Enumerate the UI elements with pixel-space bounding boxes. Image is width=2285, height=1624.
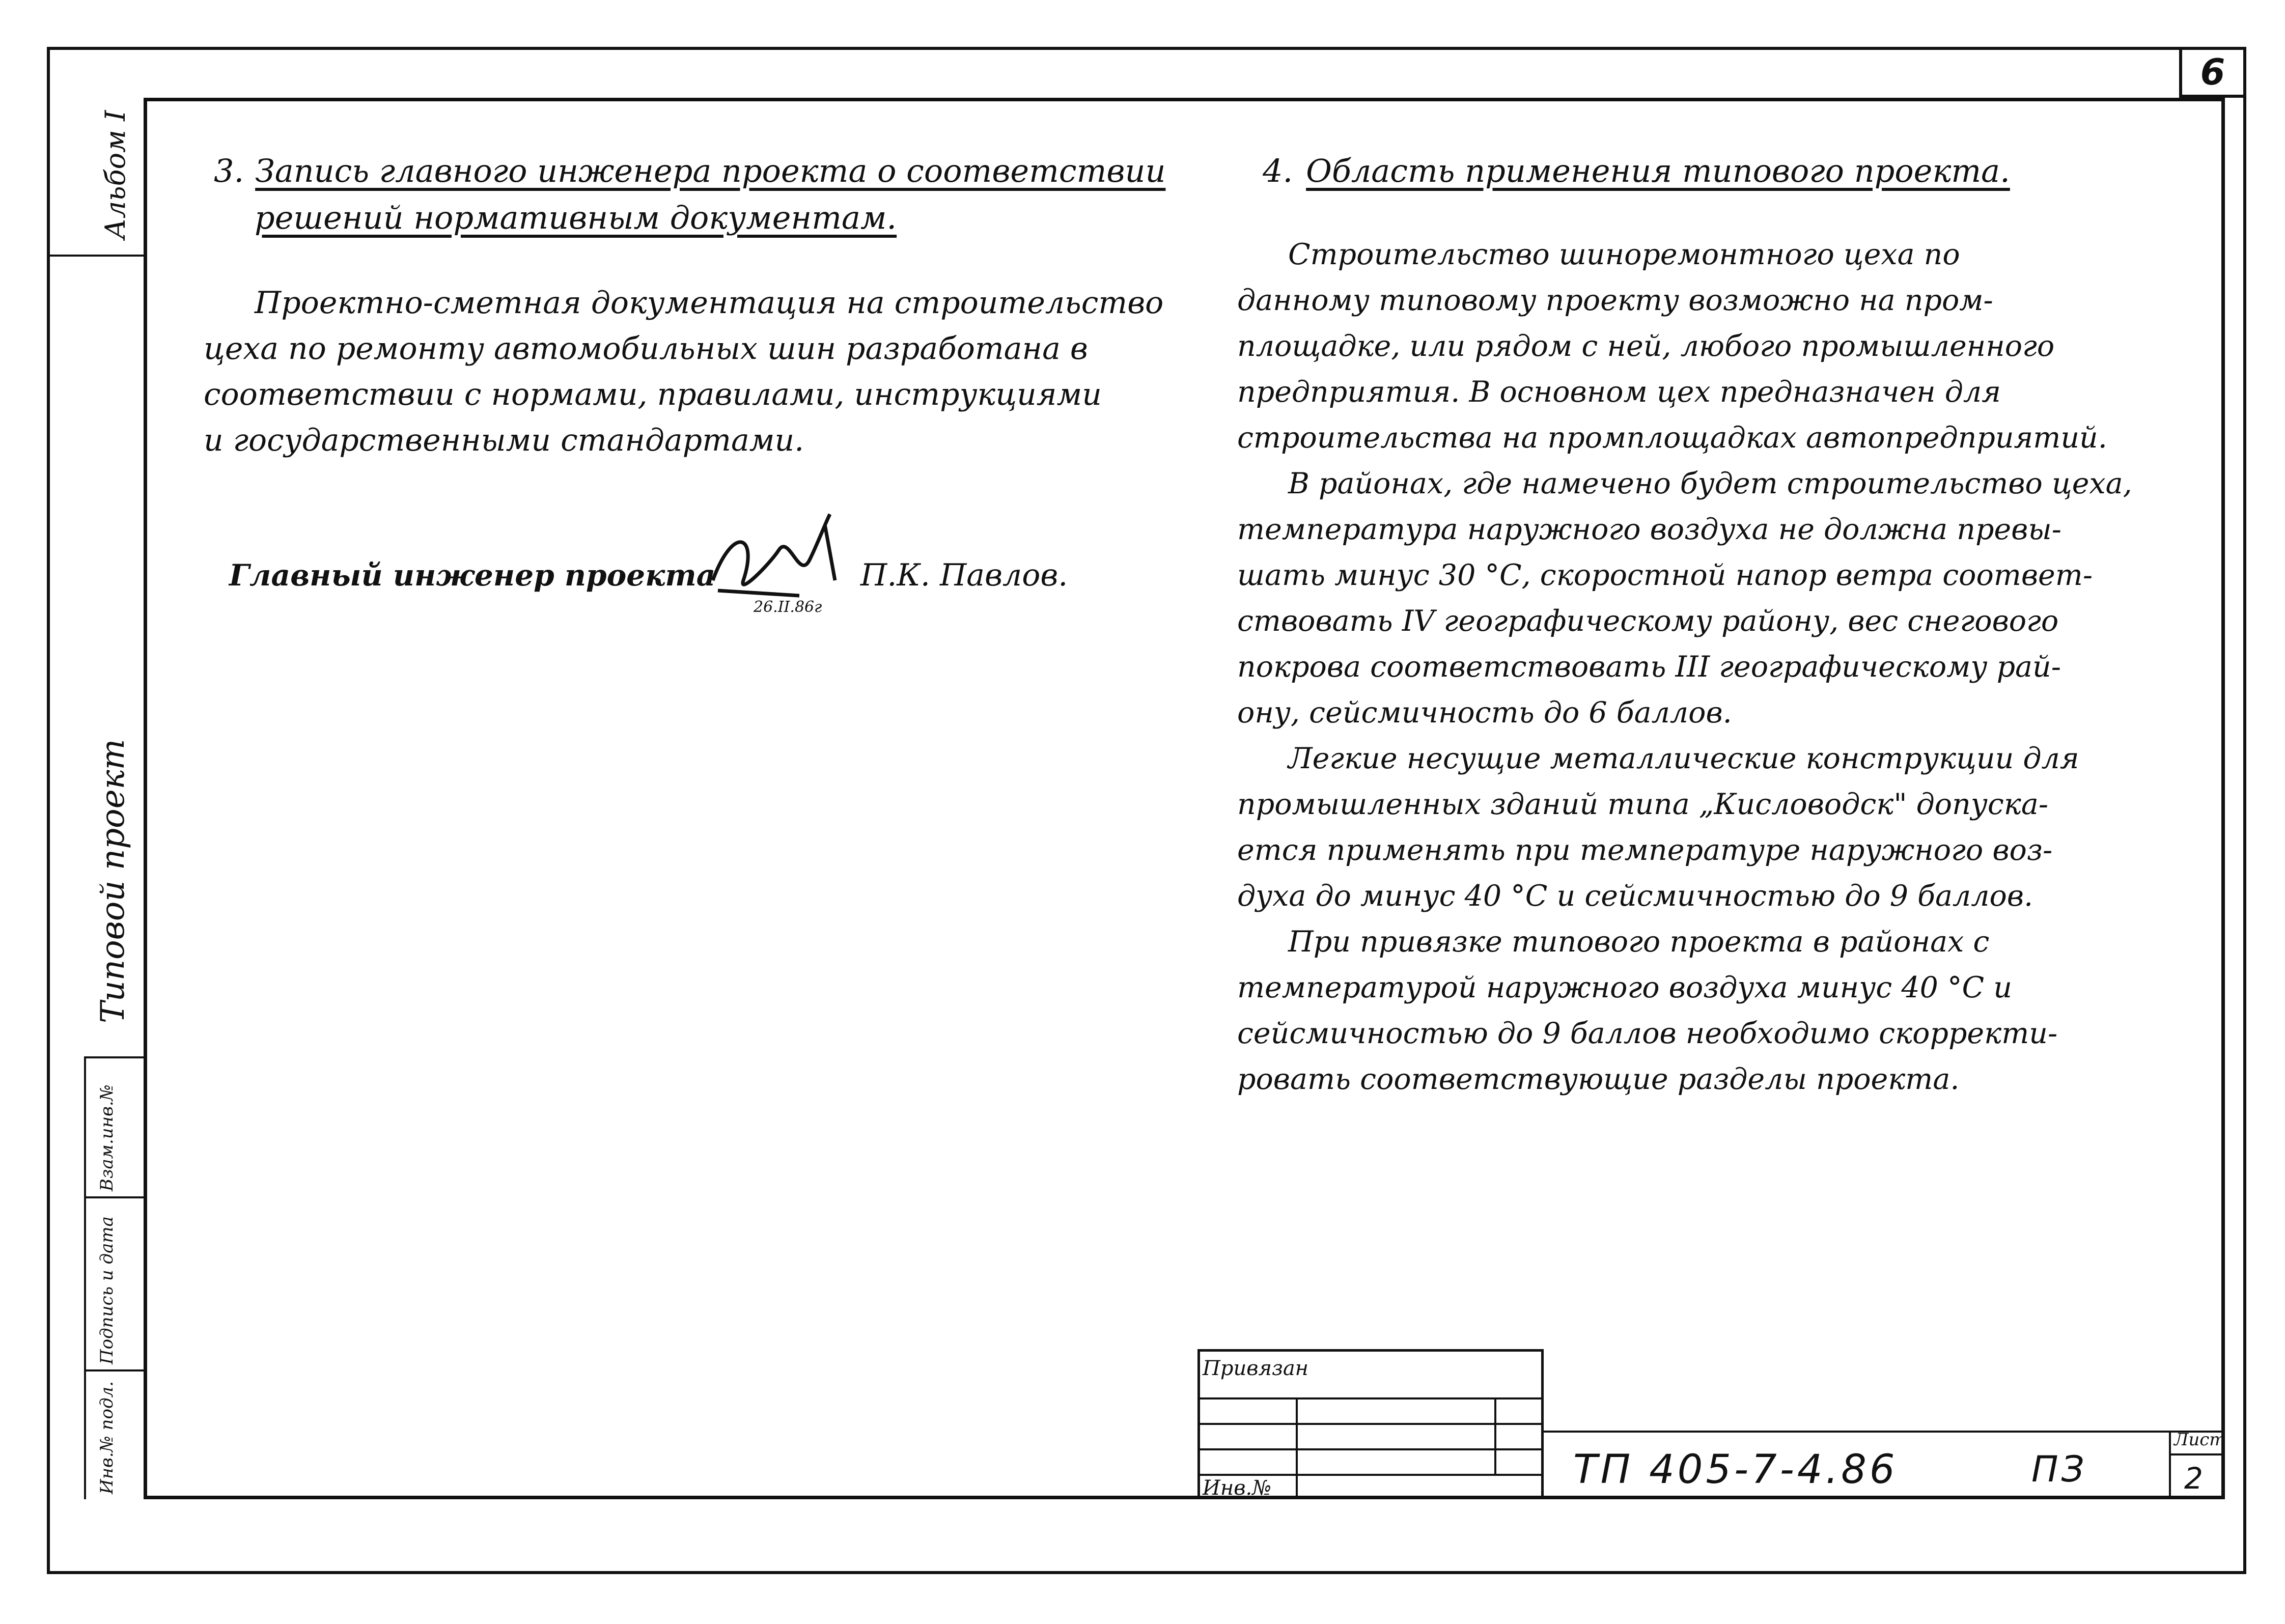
body-line: площадке, или рядом с ней, любого промышленного — [1237, 329, 2055, 363]
body-line: и государственными стандартами. — [204, 423, 804, 458]
margin-divider — [84, 1056, 144, 1058]
body-line: покрова соответствовать III географическому рай- — [1237, 650, 2061, 684]
stamp-line — [1197, 1448, 1544, 1450]
signature — [703, 504, 845, 621]
body-line: соответствии с нормами, правилами, инструкциями — [204, 377, 1102, 412]
section3-body — [204, 280, 1196, 463]
stamp-line — [1494, 1397, 1496, 1474]
margin-divider — [84, 1369, 144, 1371]
body-line: ону, сейсмичность до 6 баллов. — [1237, 696, 1732, 730]
sheet-divider — [2169, 1453, 2225, 1455]
album-label: Альбом I — [99, 110, 131, 239]
margin-divider — [84, 1056, 86, 1499]
section3-title-line1: Запись главного инженера проекта о соответствии — [255, 152, 1166, 189]
margin-divider — [47, 255, 144, 257]
body-line: шать минус 30 °С, скоростной напор ветра соответ- — [1237, 558, 2093, 592]
body-line: предприятия. В основном цех предназначен для — [1237, 375, 2001, 409]
page-number-box — [2179, 47, 2246, 98]
body-line: температурой наружного воздуха минус 40 °С и — [1237, 971, 2012, 1004]
column-replaced: Взам.инв.№ — [97, 1084, 117, 1191]
sheet-divider — [2169, 1431, 2171, 1499]
sheet-number: 2 — [2184, 1461, 2203, 1496]
column-inventory: Инв.№ подл. — [97, 1381, 117, 1494]
section3-title-line2: решений нормативным документам. — [255, 199, 897, 236]
document-code: ПЗ — [2031, 1448, 2087, 1490]
stamp-line — [1197, 1423, 1544, 1425]
attached-label: Привязан — [1203, 1357, 1309, 1380]
sheet-label: Лист — [2174, 1430, 2226, 1450]
signature-date: 26.II.86г — [754, 598, 822, 616]
page-number: 6 — [2200, 51, 2225, 93]
project-type-label: Типовой проект — [94, 739, 132, 1023]
signer-name: П.К. Павлов. — [860, 557, 1068, 593]
body-line: промышленных зданий типа „Кисловодск" допуска- — [1237, 788, 2049, 821]
body-line: ровать соответствующие разделы проекта. — [1237, 1062, 1960, 1096]
section3-number: 3. — [214, 152, 244, 189]
body-line: Проектно-сметная документация на строительство — [255, 285, 1164, 321]
inventory-label: Инв.№ — [1203, 1476, 1272, 1500]
section4-title: Область применения типового проекта. — [1306, 152, 2010, 189]
body-line: В районах, где намечено будет строительство цеха, — [1288, 467, 2132, 500]
project-designation: ТП 405-7-4.86 — [1573, 1447, 1898, 1493]
body-line: ется применять при температуре наружного воз- — [1237, 833, 2053, 867]
body-line: При привязке типового проекта в районах с — [1288, 925, 1990, 959]
body-line: Строительство шиноремонтного цеха по — [1288, 238, 1960, 271]
body-line: данному типовому проекту возможно на пром- — [1237, 284, 1993, 317]
body-line: духа до минус 40 °С и сейсмичностью до 9 баллов. — [1237, 879, 2033, 913]
body-line: строительства на промплощадках автопредприятий. — [1237, 421, 2107, 455]
column-signature-date: Подпись и дата — [97, 1216, 117, 1364]
stamp-line — [1197, 1397, 1544, 1399]
stamp-line — [1296, 1397, 1298, 1499]
body-line: температура наружного воздуха не должна превы- — [1237, 513, 2062, 546]
body-line: цеха по ремонту автомобильных шин разработана в — [204, 331, 1088, 367]
signer-role: Главный инженер проекта — [229, 558, 716, 593]
section4-heading — [1263, 148, 2010, 194]
stamp-line — [1197, 1474, 1544, 1476]
body-line: Легкие несущие металлические конструкции для — [1288, 742, 2079, 775]
body-line: ствовать IV географическому району, вес снегового — [1237, 604, 2059, 638]
title-block-top — [1544, 1431, 2225, 1433]
margin-divider — [84, 1196, 144, 1198]
section4-number: 4. — [1263, 152, 1293, 189]
section4-body — [1237, 232, 2194, 1102]
section3-heading — [214, 148, 1165, 194]
body-line: сейсмичностью до 9 баллов необходимо скорректи- — [1237, 1017, 2058, 1050]
